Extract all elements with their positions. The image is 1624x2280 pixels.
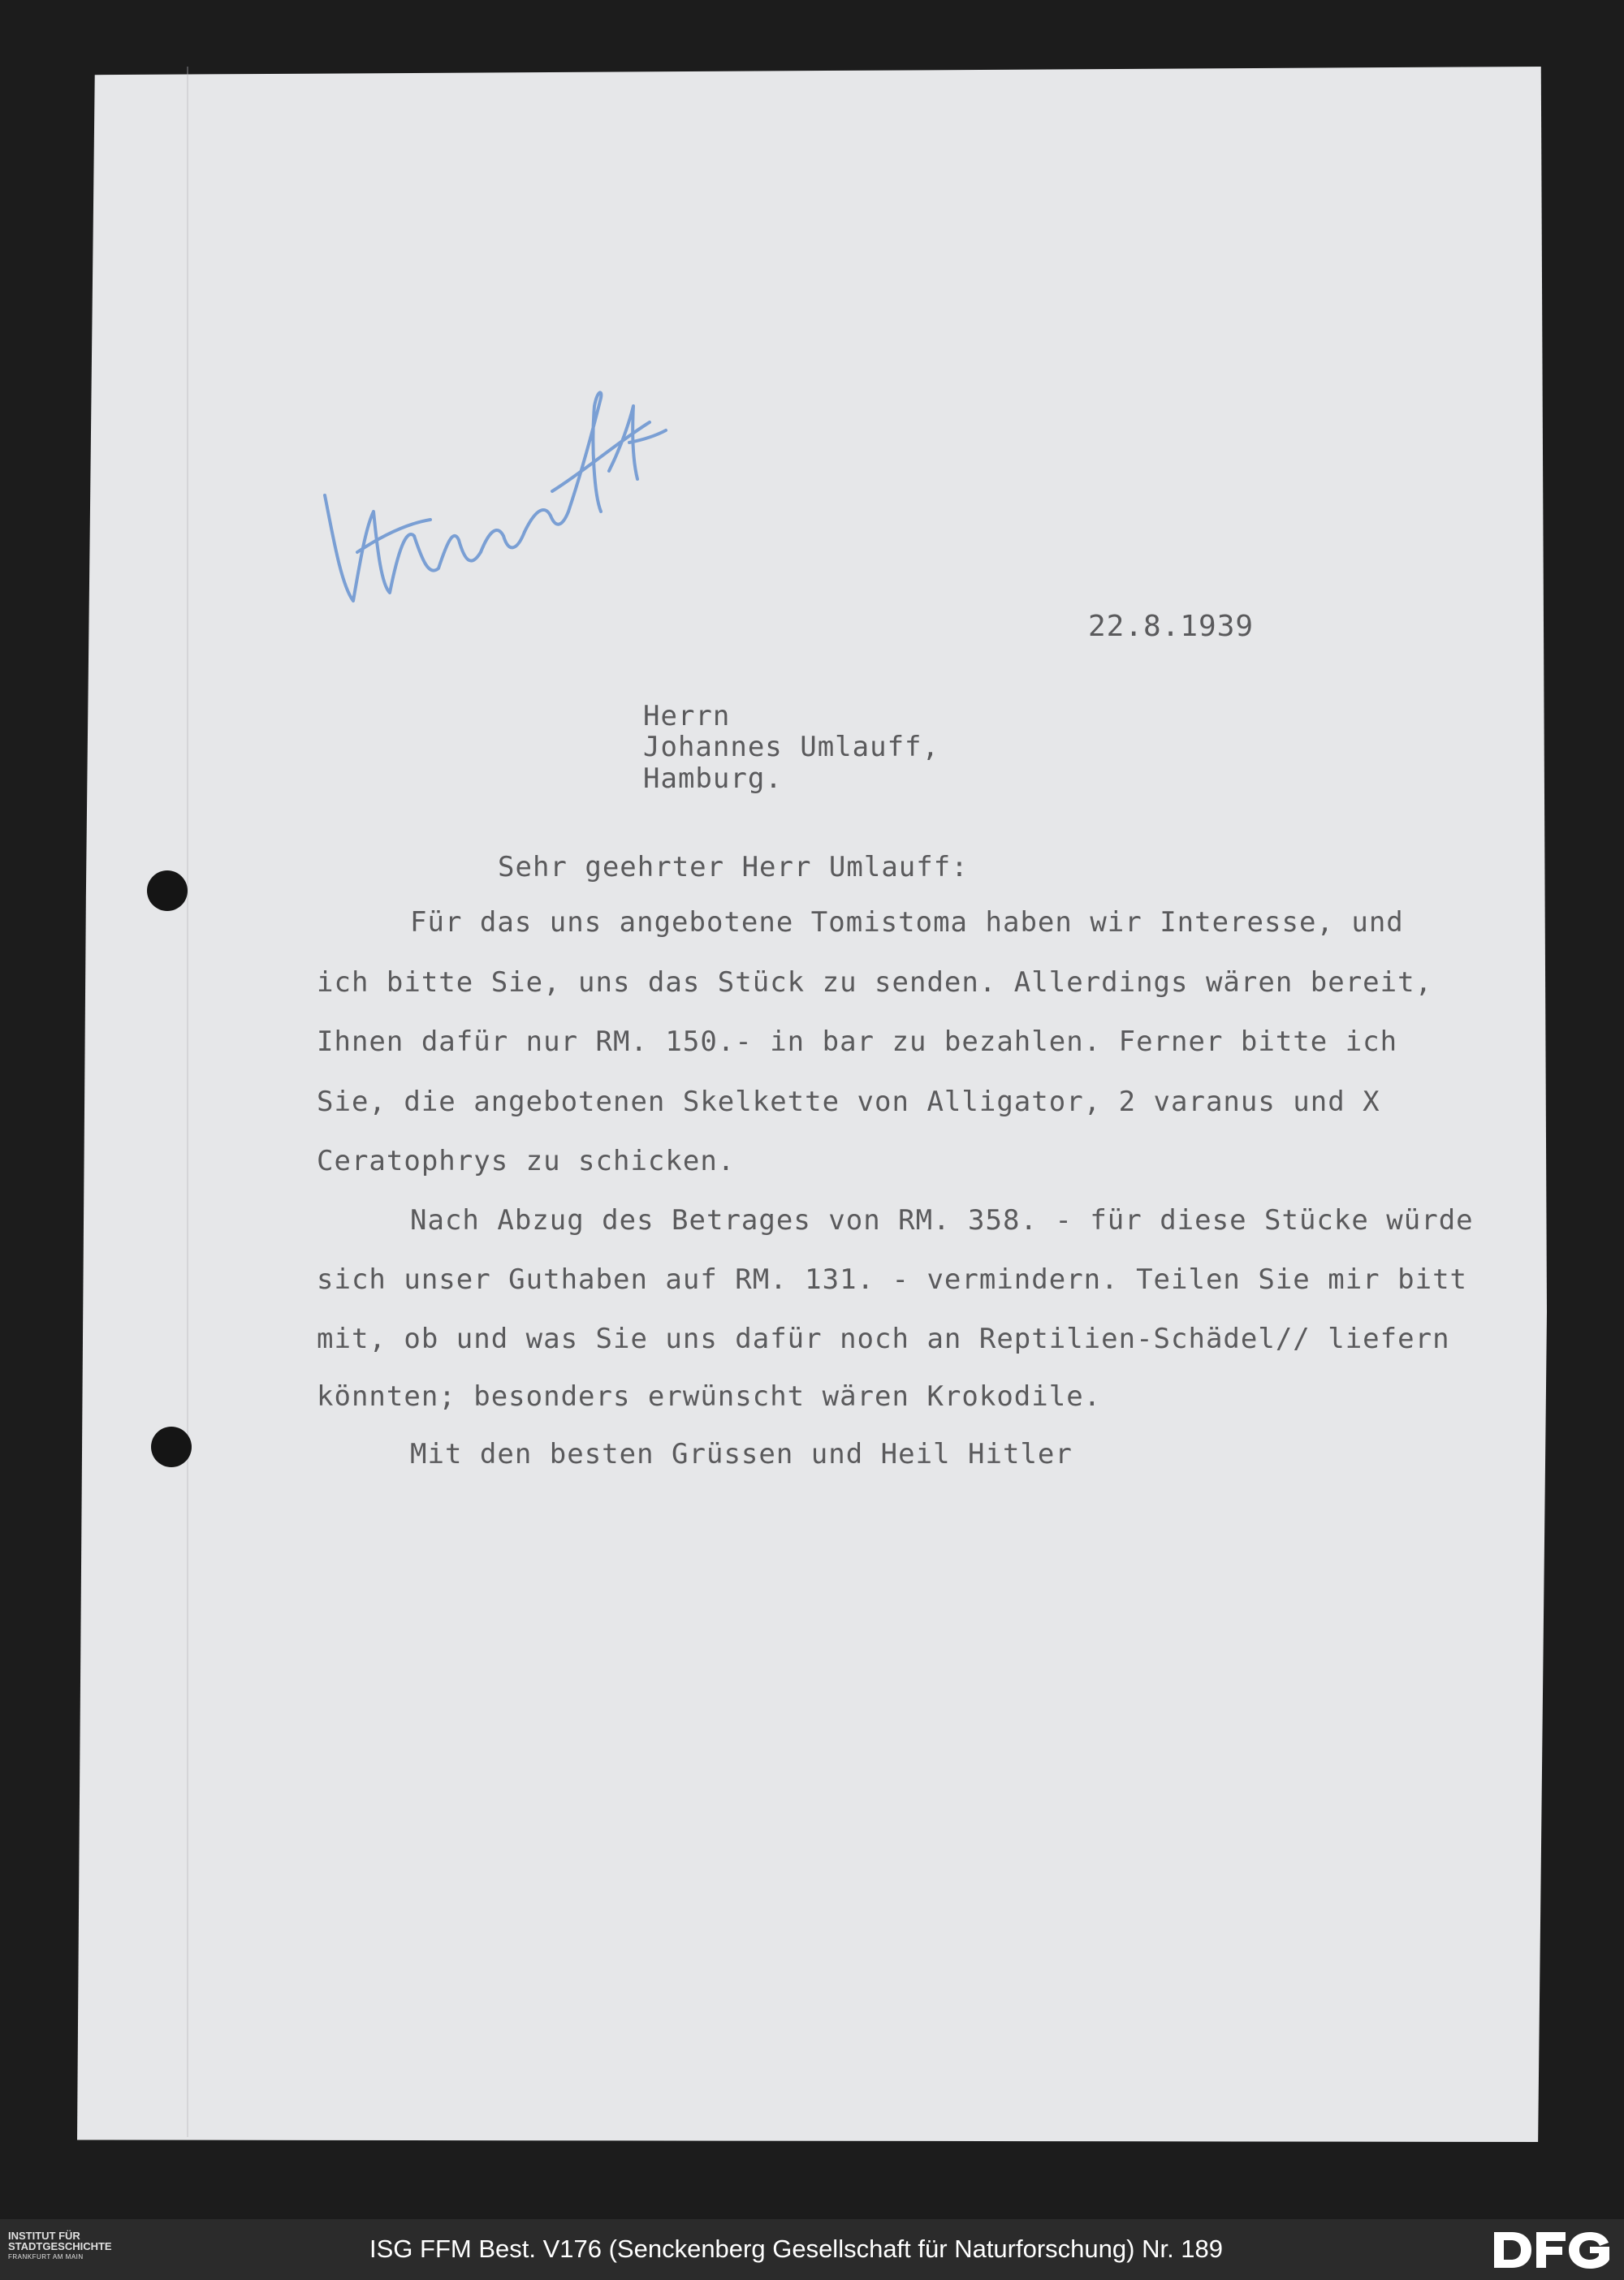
body-line-8: mit, ob und was Sie uns dafür noch an Reptilien-Schädel// liefern xyxy=(317,1323,1450,1355)
letter-date: 22.8.1939 xyxy=(1088,610,1255,643)
body-line-4: Sie, die angebotenen Skelkette von Alligator, 2 varanus und X xyxy=(317,1086,1380,1118)
institute-logo-line-3: FRANKFURT AM MAIN xyxy=(8,2253,84,2261)
address-line-3: Hamburg. xyxy=(643,762,783,795)
punch-hole-bottom xyxy=(151,1427,192,1467)
body-line-7: sich unser Guthaben auf RM. 131. - vermindern. Teilen Sie mir bitt xyxy=(317,1263,1468,1296)
address-line-1: Herrn xyxy=(643,700,731,732)
archive-footer xyxy=(0,2219,1624,2280)
institute-logo xyxy=(8,2230,112,2262)
punch-hole-top xyxy=(147,870,188,911)
institute-logo-line-1: INSTITUT FÜR xyxy=(8,2230,80,2242)
page-fold-line xyxy=(187,67,188,2137)
body-line-2: ich bitte Sie, uns das Stück zu senden. Allerdings wären bereit, xyxy=(317,966,1433,999)
salutation: Sehr geehrter Herr Umlauff: xyxy=(498,851,969,883)
body-line-9: könnten; besonders erwünscht wären Krokodile. xyxy=(317,1380,1102,1413)
body-line-5: Ceratophrys zu schicken. xyxy=(317,1145,736,1177)
body-line-1: Für das uns angebotene Tomistoma haben wir Interesse, und xyxy=(410,906,1404,939)
handwritten-signature xyxy=(309,349,682,609)
closing-line: Mit den besten Grüssen und Heil Hitler xyxy=(410,1438,1073,1470)
address-line-2: Johannes Umlauff, xyxy=(643,731,939,763)
body-line-3: Ihnen dafür nur RM. 150.- in bar zu bezahlen. Ferner bitte ich xyxy=(317,1026,1398,1058)
archive-caption: ISG FFM Best. V176 (Senckenberg Gesellschaft für Naturforschung) Nr. 189 xyxy=(369,2235,1224,2263)
institute-logo-line-2: STADTGESCHICHTE xyxy=(8,2240,112,2252)
dfg-logo xyxy=(1491,2229,1613,2271)
body-line-6: Nach Abzug des Betrages von RM. 358. - für diese Stücke würde xyxy=(410,1204,1474,1237)
